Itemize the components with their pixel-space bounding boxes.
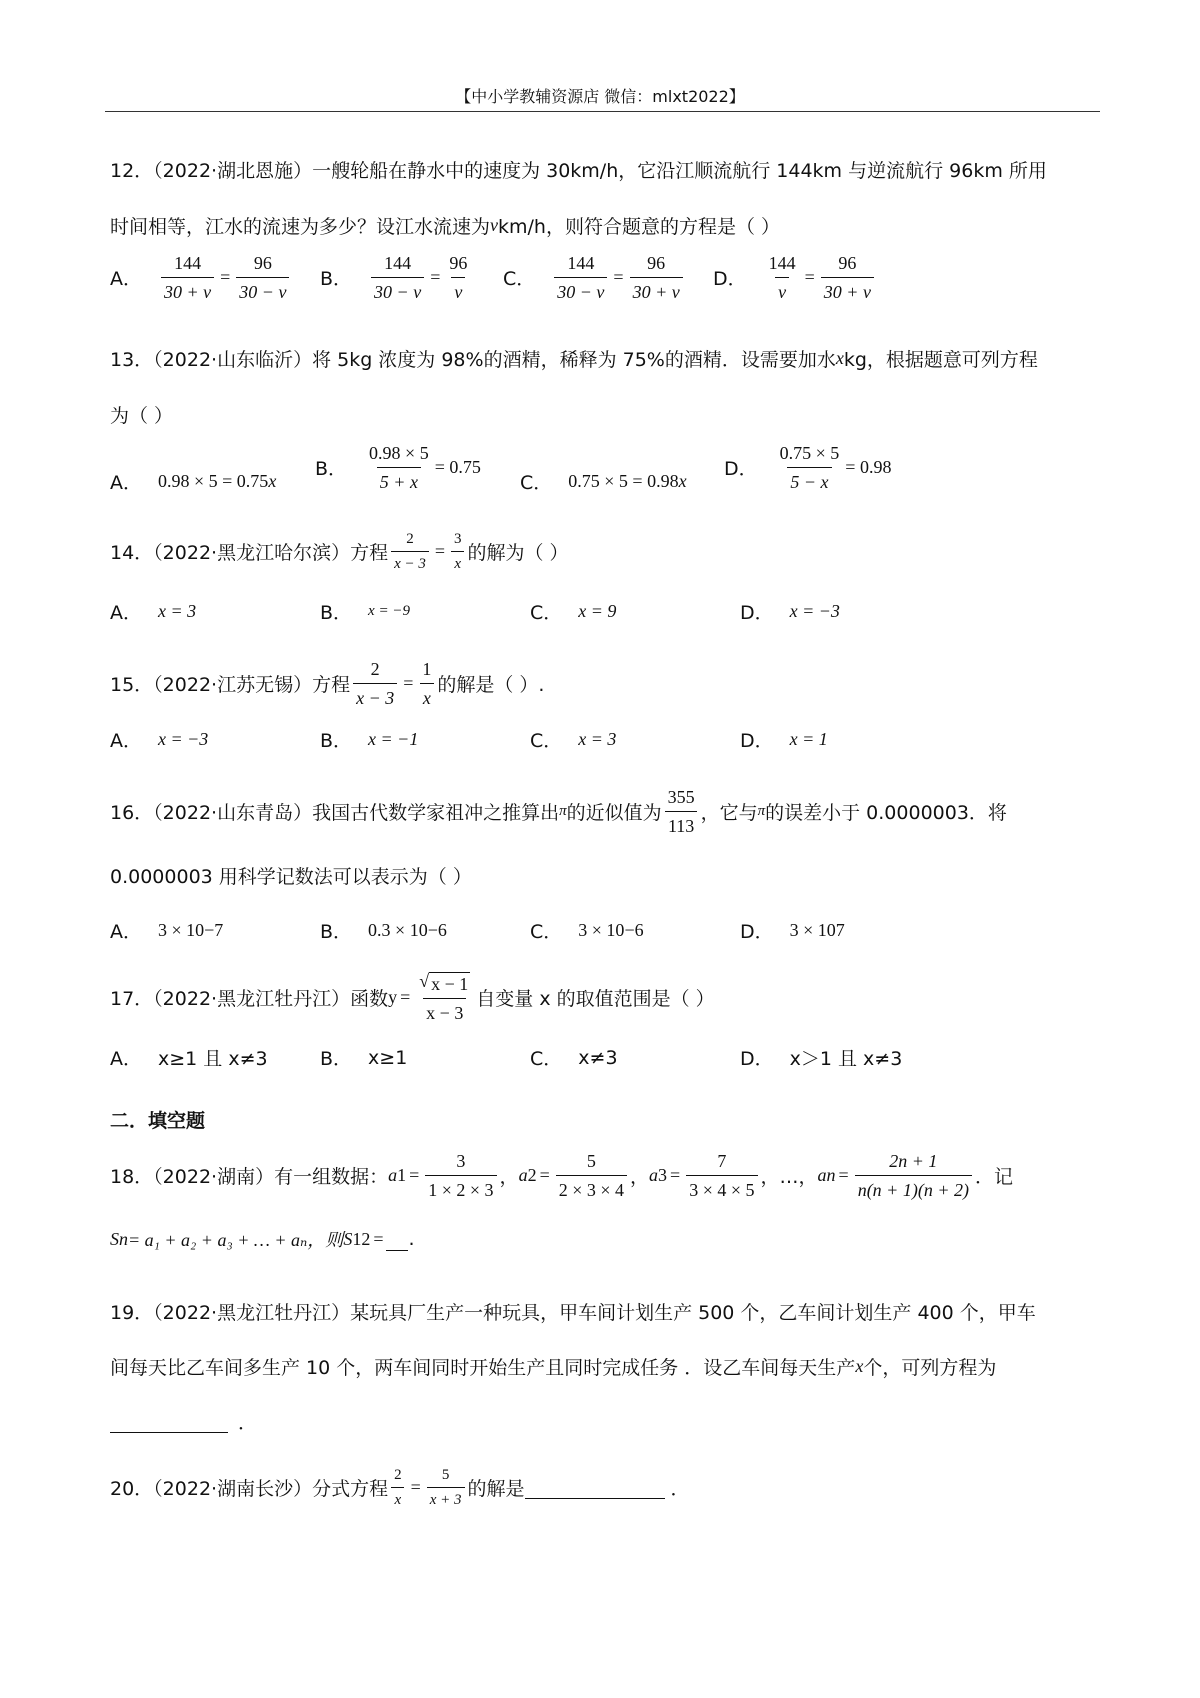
q17-stem: 17．（2022·黑龙江牡丹江）函数 y = √ x − 1 x − 3 自变量 x 的取值范围是（ ） — [110, 971, 715, 1023]
q13-option-a[interactable]: A． 0.98 × 5 = 0.75 x — [110, 471, 277, 494]
q12-line1: 12．（2022·湖北恩施）一艘轮船在静水中的速度为 30km/h，它沿江顺流航行 144km 与逆流航行 96km 所用 — [110, 160, 1047, 182]
q15-option-d[interactable]: D． x = 1 — [740, 729, 828, 752]
q16-option-b[interactable]: B． 0.3 × 10 −6 — [320, 920, 447, 943]
q13-option-b[interactable]: B． $\frac{0.98 \times 5}{5 + x}$ = 0.75 — [315, 443, 481, 492]
q15-option-b[interactable]: B． x = −1 — [320, 729, 419, 752]
section-title: 二．填空题 — [110, 1110, 206, 1132]
q16-line2: 0.0000003 用科学记数法可以表示为（ ） — [110, 866, 472, 888]
page-header: 【中小学教辅资源店 微信：mlxt2022】 — [455, 87, 745, 106]
q12-option-d[interactable]: D． $\frac{144}{v}$ = $\frac{96}{30 + v}$ — [713, 252, 877, 303]
q12-option-b[interactable]: B． $\frac{144}{30 - v}$ = $\frac{96}{v}$ — [320, 253, 468, 302]
q14-option-a[interactable]: A． x = 3 — [110, 601, 197, 624]
q12-line2: 时间相等，江水的流速为多少？设江水流速为 v km/h，则符合题意的方程是（ ） — [110, 215, 781, 238]
q20-answer-blank[interactable] — [525, 1476, 665, 1499]
q19-line2: 间每天比乙车间多生产 10 个，两车间同时开始生产且同时完成任务 ．设乙车间每天生产 x 个，可列方程为 — [110, 1356, 997, 1379]
q14-stem: 14．（2022·黑龙江哈尔滨）方程 $\frac{2}{x - 3}$ = $\frac{3}{x}$ 的解为（ ） — [110, 531, 569, 572]
q18-line2: S n = a₁ + a₂ + a₃ + … + aₙ，则 S 12 = . — [110, 1228, 415, 1250]
q17-option-a[interactable]: A． x≥1 且 x≠3 — [110, 1048, 268, 1070]
q12-option-a[interactable]: A． $\frac{144}{30 + v}$ = $\frac{96}{30 - v}$ — [110, 252, 292, 303]
q12-option-c[interactable]: C． $\frac{144}{30 - v}$ = $\frac{96}{30 + v}$ — [503, 252, 686, 303]
q19-answer-blank[interactable] — [110, 1410, 228, 1433]
q17-option-d[interactable]: D． x＞1 且 x≠3 — [740, 1048, 903, 1070]
q16-option-c[interactable]: C． 3 × 10 −6 — [530, 920, 644, 943]
q15-option-a[interactable]: A． x = −3 — [110, 729, 209, 752]
q19-line1: 19．（2022·黑龙江牡丹江）某玩具厂生产一种玩具，甲车间计划生产 500 个，乙车间计划生产 400 个，甲车 — [110, 1302, 1036, 1324]
q13-option-c[interactable]: C． 0.75 × 5 = 0.98 x — [520, 471, 687, 494]
q13-option-d[interactable]: D． $\frac{0.75 \times 5}{5 - x}$ = 0.98 — [724, 443, 892, 492]
q14-option-b[interactable]: B． x = −9 — [320, 602, 410, 624]
q17-option-c[interactable]: C． x≠3 — [530, 1046, 618, 1070]
q20-stem: 20．（2022·湖南长沙）分式方程 $\frac{2}{x}$ = $\frac{5}{x + 3}$ 的解是 ． — [110, 1467, 690, 1508]
q14-option-d[interactable]: D． x = −3 — [740, 601, 840, 624]
q19-line3: ． — [110, 1408, 257, 1435]
q18-line1: 18．（2022·湖南）有一组数据： a 1 = $\frac{3}{1 \times 2 \times 3}$ ， a 2 = $\frac{5}{2 \times 3 \times 4}$ ， a 3 = $\frac{7}{3 \times 4 \times 5}$ ，…， a n = $\frac{2n + 1}{n(n + 1)(n + 2)}$ ．记 — [110, 1151, 1013, 1200]
q13-line2: 为（ ） — [110, 405, 174, 427]
q15-option-c[interactable]: C． x = 3 — [530, 729, 617, 752]
q16-line1: 16．（2022·山东青岛）我国古代数学家祖冲之推算出 π 的近似值为 $\frac{355}{113}$ ，它与 π 的误差小于 0.0000003．将 — [110, 787, 1007, 836]
q18-answer-blank[interactable] — [386, 1228, 408, 1251]
q13-line1: 13．（2022·山东临沂）将 5kg 浓度为 98%的酒精，稀释为 75%的酒精．设需要加水 x kg，根据题意可列方程 — [110, 348, 1038, 371]
q17-option-b[interactable]: B． x≥1 — [320, 1046, 408, 1070]
q15-stem: 15．（2022·江苏无锡）方程 $\frac{2}{x - 3}$ = $\frac{1}{x}$ 的解是（ ）. — [110, 659, 545, 708]
q16-option-d[interactable]: D． 3 × 10 7 — [740, 920, 845, 943]
q16-option-a[interactable]: A． 3 × 10 −7 — [110, 920, 224, 943]
q14-option-c[interactable]: C． x = 9 — [530, 601, 617, 624]
header-rule — [105, 111, 1100, 112]
